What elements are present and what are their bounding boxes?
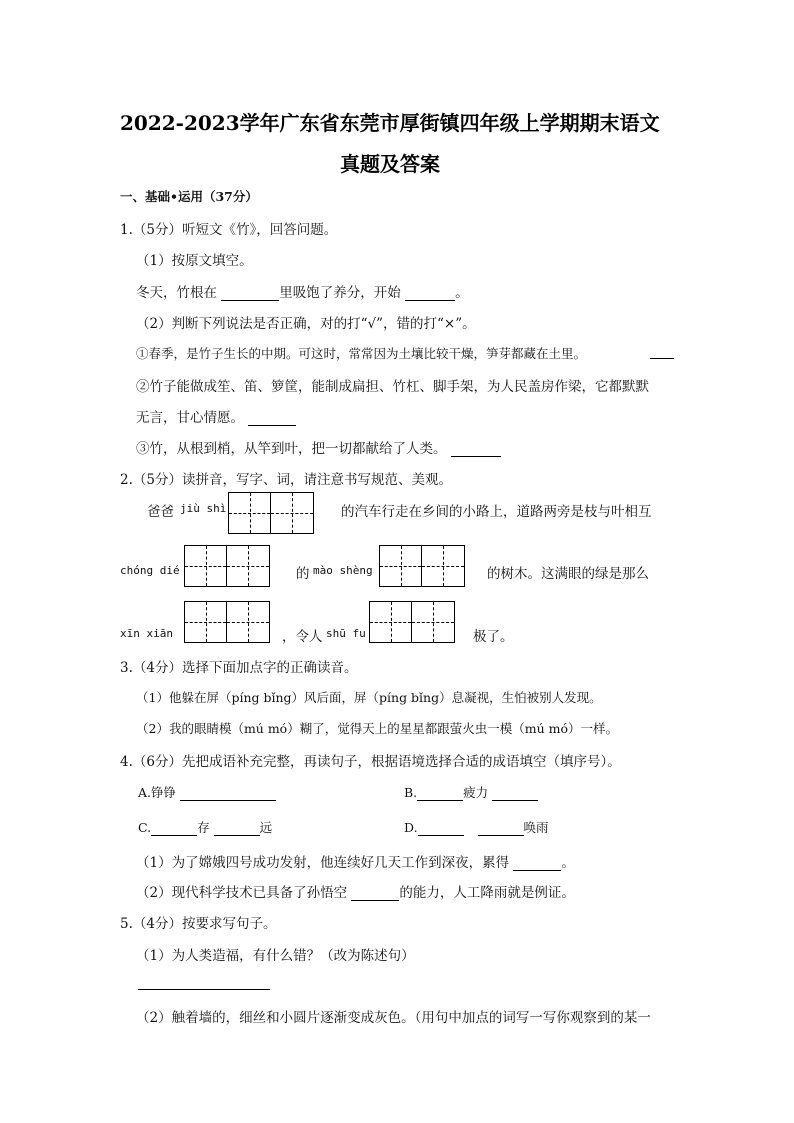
fill-text-b: 里吸饱了养分，开始 [279, 285, 401, 301]
idiom-d-label: D. [404, 820, 418, 835]
question-5-s1: （1）为人类造福，有什么错？（改为陈述句） [136, 948, 415, 964]
item1-text: ①春季，是竹子生长的中期。可这时，常常因为土壤比较干燥，笋芽都藏在土里。 [136, 346, 587, 361]
answer-blank[interactable] [405, 286, 455, 301]
question-1-item1 [136, 344, 586, 362]
question-1-item3 [136, 437, 501, 457]
answer-blank[interactable] [221, 286, 279, 301]
grid-cell[interactable] [185, 602, 227, 642]
question-4-stem: 4.（6分）先把成语补充完整，再读句子，根据语境选择合适的成语填空（填序号）。 [120, 754, 621, 770]
document-title-line2: 真题及答案 [340, 152, 440, 176]
question-5-stem: 5.（4分）按要求写句子。 [120, 916, 277, 932]
idiom-b-text: 疲力 [463, 785, 489, 800]
grid-cell[interactable] [422, 546, 464, 586]
writing-grid-chongdie[interactable] [184, 545, 270, 587]
q2-text-de: 的 [296, 566, 310, 582]
answer-blank[interactable] [214, 821, 260, 836]
idiom-c [138, 818, 272, 836]
pinyin-shufu: shū fu [326, 627, 366, 640]
question-3-s1[interactable]: （1）他躲在屏（píng bǐng）风后面，屏（píng bǐng）息凝视，生怕被别人发现。 [136, 690, 602, 705]
idiom-c-label: C. [138, 820, 152, 835]
writing-grid-xinxian[interactable] [184, 601, 270, 643]
answer-blank[interactable] [478, 821, 524, 836]
idiom-a-text: A.铮铮 [138, 785, 177, 800]
answer-line[interactable] [138, 975, 270, 990]
document-title-line1: 2022-2023学年广东省东莞市厚街镇四年级上学期期末语文 [120, 111, 660, 135]
answer-blank[interactable] [492, 786, 538, 801]
answer-blank[interactable] [513, 856, 561, 871]
answer-blank[interactable] [451, 442, 501, 457]
question-2-stem: 2.（5分）读拼音，写字、词，请注意书写规范、美观。 [120, 472, 452, 488]
grid-cell[interactable] [380, 546, 422, 586]
pinyin-xinxian: xīn xiān [120, 627, 173, 640]
answer-blank[interactable] [650, 344, 674, 359]
question-4-s1 [136, 851, 575, 871]
item2-text: 无言，甘心情愿。 [136, 410, 244, 426]
section-heading: 一、基础•运用（37分） [120, 189, 258, 204]
answer-blank[interactable] [418, 821, 464, 836]
idiom-b [404, 783, 538, 801]
idiom-c-text1: 存 [197, 820, 210, 835]
q4-s1-end: 。 [561, 855, 575, 871]
grid-cell[interactable] [229, 493, 271, 533]
idiom-c-text2: 远 [259, 820, 273, 835]
q2-text-baba: 爸爸 [147, 504, 174, 520]
idiom-d-text: 唤雨 [523, 820, 549, 835]
grid-cell[interactable] [227, 602, 269, 642]
question-1-sub2: （2）判断下列说法是否正确，对的打“√”，错的打“×”。 [136, 316, 476, 332]
answer-blank[interactable] [248, 411, 296, 426]
q2-text-lingren: ，令人 [282, 629, 323, 645]
writing-grid-maosheng[interactable] [379, 545, 465, 587]
q2-text-line2: 的树木。这满眼的绿是那么 [487, 566, 649, 582]
q2-text-line1: 的汽车行走在乡间的小路上，道路两旁是枝与叶相互 [341, 504, 652, 520]
answer-blank[interactable] [151, 821, 197, 836]
grid-cell[interactable] [185, 546, 227, 586]
question-1-stem: 1.（5分）听短文《竹》，回答问题。 [120, 222, 338, 238]
pinyin-chongdie: chóng dié [120, 564, 180, 577]
question-3-stem: 3.（4分）选择下面加点字的正确读音。 [120, 660, 358, 676]
question-4-s2 [136, 881, 575, 901]
answer-blank[interactable] [180, 786, 276, 801]
pinyin-jiushi: jiù shì [180, 502, 227, 515]
grid-cell[interactable] [370, 602, 412, 642]
grid-cell[interactable] [412, 602, 454, 642]
q2-text-line3: 极了。 [473, 629, 514, 645]
question-1-sub1: （1）按原文填空。 [136, 253, 253, 269]
idiom-a [138, 783, 276, 801]
answer-blank[interactable] [417, 786, 463, 801]
question-1-item2-line2 [136, 406, 296, 426]
pinyin-maosheng: mào shèng [313, 564, 373, 577]
writing-grid-jiushi[interactable] [228, 492, 314, 534]
question-1-fill-line [136, 281, 469, 301]
question-5-s2: （2）触着墙的，细丝和小圆片逐渐变成灰色。（用句中加点的词写一写你观察到的某一 [136, 1010, 651, 1026]
q4-s2-text: （2）现代科学技术已具备了孙悟空 [136, 885, 348, 901]
grid-cell[interactable] [271, 493, 313, 533]
idiom-b-label: B. [404, 785, 418, 800]
answer-blank[interactable] [351, 886, 399, 901]
q4-s1-text: （1）为了嫦娥四号成功发射，他连续好几天工作到深夜，累得 [136, 855, 510, 871]
question-3-s2[interactable]: （2）我的眼睛模（mú mó）糊了，觉得天上的星星都跟萤火虫一模（mú mó）一样。 [136, 721, 618, 736]
fill-text-a: 冬天，竹根在 [136, 285, 217, 301]
question-1-item2-line1: ②竹子能做成笙、笛、箩筐，能制成扁担、竹杠、脚手架，为人民盖房作梁，它都默默 [136, 379, 649, 395]
item3-text: ③竹，从根到梢，从竿到叶，把一切都献给了人类。 [136, 441, 447, 457]
grid-cell[interactable] [227, 546, 269, 586]
idiom-d [404, 818, 549, 836]
fill-text-c: 。 [455, 285, 469, 301]
q4-s2-end: 的能力，人工降雨就是例证。 [399, 885, 575, 901]
writing-grid-shufu[interactable] [369, 601, 455, 643]
